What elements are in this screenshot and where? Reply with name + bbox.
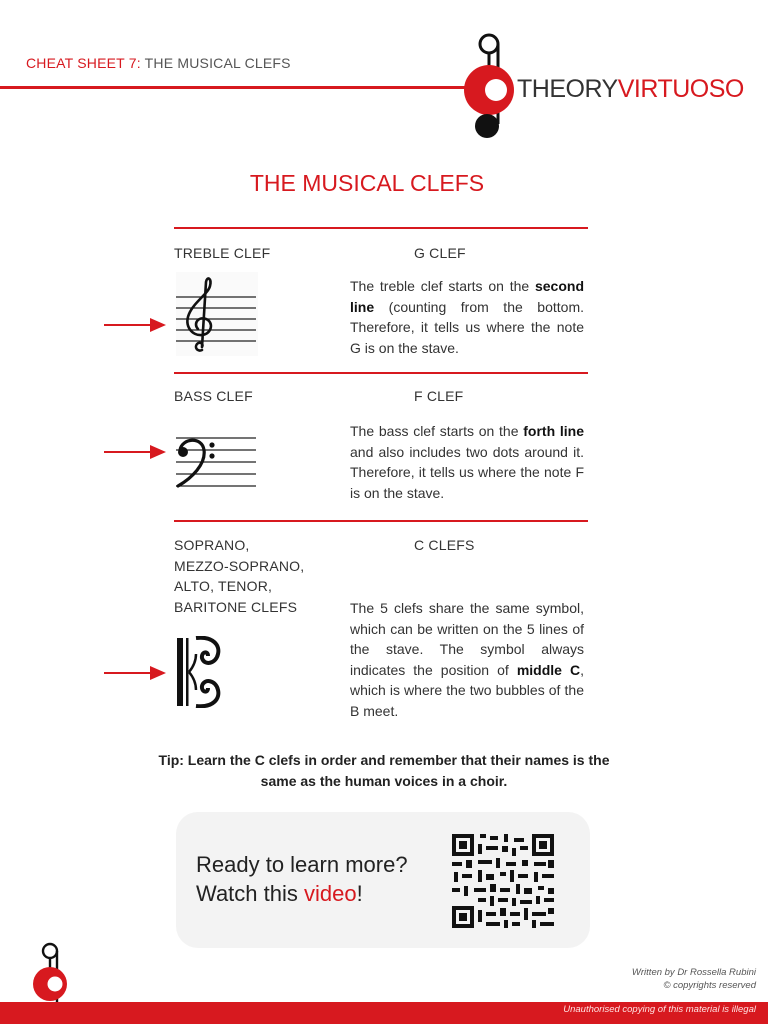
cheat-sheet-number: CHEAT SHEET 7:: [26, 55, 141, 71]
treble-desc-highlight: second line: [350, 278, 584, 315]
c-clefs-label: C CLEFS: [414, 537, 475, 553]
c-clefs-description: [350, 598, 584, 721]
bass-desc-text: The bass clef starts on the: [350, 423, 524, 439]
copyright-text: © copyrights reserved: [663, 980, 756, 991]
cta-line-2-end: !: [356, 881, 363, 906]
author-credit: [632, 966, 756, 992]
treble-desc-text-end: (counting from the bottom. Therefore, it tells us where the note G is on the stave.: [350, 298, 584, 356]
bass-desc-text-end: and also includes two dots around it. Therefore, it tells us where the note F is on the stave.: [350, 443, 584, 501]
brand-part2: VIRTUOSO: [617, 75, 744, 103]
arrow-icon: [104, 444, 166, 460]
section-divider: [174, 520, 588, 522]
arrow-icon: [104, 317, 166, 333]
f-clef-label: F CLEF: [414, 388, 464, 404]
cheat-sheet-title: [26, 55, 291, 71]
c-clefs-desc-highlight: middle C: [516, 661, 581, 678]
author-name: Written by Dr Rossella Rubini: [631, 967, 756, 978]
voice-mezzo-soprano: MEZZO-SOPRANO,: [174, 557, 305, 574]
voice-soprano: SOPRANO,: [174, 537, 250, 553]
cta-line-1: Ready to learn more?: [196, 852, 408, 877]
cheat-sheet-subject: THE MUSICAL CLEFS: [140, 55, 291, 71]
brand-name: [517, 75, 744, 104]
treble-clef-description: [350, 276, 584, 358]
treble-desc-text: The treble clef starts on the: [350, 278, 535, 294]
cta-line-2: [196, 879, 408, 908]
section-divider: [174, 372, 588, 374]
note-logo-icon: [462, 32, 518, 140]
bass-clef-label: BASS CLEF: [174, 388, 253, 404]
c-clefs-desc-text: The 5 clefs share the same symbol, which can be written on the 5 lines of the stave. The symbol always indicates the position of: [350, 600, 584, 678]
voice-alto-tenor: ALTO, TENOR,: [174, 578, 273, 594]
brand-part1: THEORY: [517, 75, 618, 103]
header-rule: [0, 86, 478, 89]
arrow-icon: [104, 665, 166, 681]
treble-clef-label: TREBLE CLEF: [174, 245, 271, 261]
qr-code-icon[interactable]: [450, 832, 556, 930]
bass-clef-description: [350, 421, 584, 503]
page-title: THE MUSICAL CLEFS: [249, 170, 485, 196]
bass-clef-icon: [176, 436, 258, 492]
voice-baritone: BARITONE CLEFS: [174, 598, 298, 615]
section-divider: [174, 227, 588, 229]
bass-desc-highlight: forth line: [523, 423, 584, 439]
video-link[interactable]: video: [304, 881, 357, 906]
treble-clef-icon: [176, 272, 258, 356]
c-clef-icon: [174, 636, 224, 708]
g-clef-label: G CLEF: [414, 245, 466, 261]
copying-notice: Unauthorised copying of this material is illegal: [563, 1004, 756, 1015]
cta-line-2-text: Watch this: [196, 881, 304, 906]
cta-text: [196, 850, 408, 908]
c-clefs-desc-text-end: , which is where the two bubbles of the B meet.: [350, 661, 584, 719]
tip-text: Tip: Learn the C clefs in order and remember that their names is the same as the human voices in a choir.: [158, 752, 610, 789]
c-clefs-voice-list: [174, 535, 304, 617]
